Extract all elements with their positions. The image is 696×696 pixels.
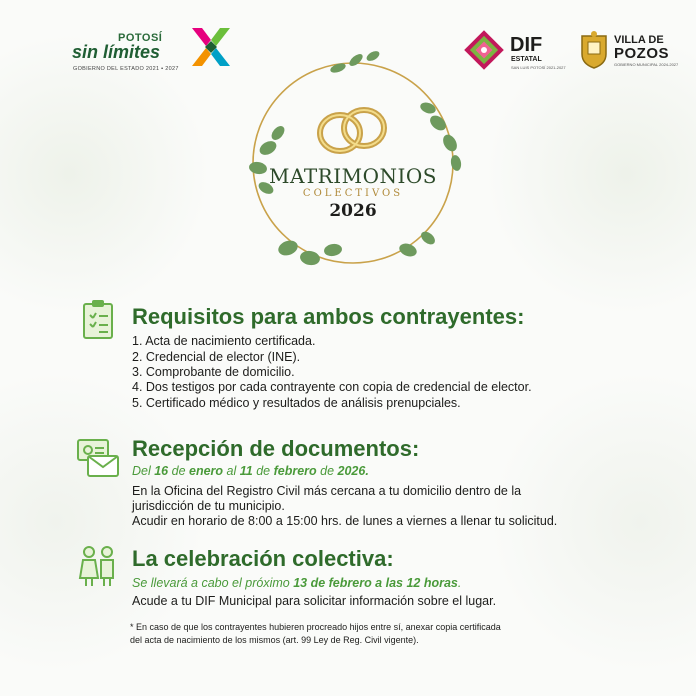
emblem-subtitle: COLECTIVOS <box>302 188 404 199</box>
checklist-icon <box>76 298 120 342</box>
recepcion-line: jurisdicción de tu municipio. <box>132 499 285 513</box>
villa-line-3: GOBIERNO MUNICIPAL 2024-2027 <box>614 62 679 67</box>
requisito-item: 1. Acta de nacimiento certificada. <box>132 334 316 348</box>
villa-de-pozos-logo <box>578 30 678 74</box>
envelope-documents-icon <box>76 434 120 478</box>
matrimonios-emblem <box>228 38 478 288</box>
villa-line-1: VILLA DE <box>614 34 664 46</box>
recepcion-line: Acudir en horario de 8:00 a 15:00 hrs. de lunes a viernes a llenar tu solicitud. <box>132 514 558 528</box>
dif-subtitle-2: SAN LUIS POTOSÍ 2021-2027 <box>511 65 566 70</box>
logo-sin-limites-text: sin límites <box>72 42 161 62</box>
emblem-title: MATRIMONIOS <box>269 164 437 188</box>
requisito-item: 4. Dos testigos por cada contrayente con copia de credencial de elector. <box>132 380 532 394</box>
celebracion-line: Acude a tu DIF Municipal para solicitar información sobre el lugar. <box>132 594 497 608</box>
recepcion-heading: Recepción de documentos: <box>132 436 420 461</box>
logo-gobierno-text: GOBIERNO DEL ESTADO 2021 ▪ 2027 <box>73 66 179 72</box>
footnote-line: * En caso de que los contrayentes hubieren procreado hijos entre sí, anexar copia certificada <box>130 622 501 632</box>
recepcion-dates: Del 16 de enero al 11 de febrero de 2026. <box>132 464 369 478</box>
footnote-line: del acta de nacimiento de los mismos (art. 99 Ley de Reg. Civil vigente). <box>130 635 419 645</box>
celebracion-section <box>76 544 656 614</box>
requisito-item: 5. Certificado médico y resultados de análisis prenupciales. <box>132 396 461 410</box>
couple-icon <box>76 544 120 588</box>
requisitos-heading: Requisitos para ambos contrayentes: <box>132 304 525 329</box>
emblem-year: 2026 <box>329 201 377 221</box>
requisito-item: 2. Credencial de elector (INE). <box>132 350 301 364</box>
celebracion-heading: La celebración colectiva: <box>132 546 394 571</box>
coat-of-arms-icon <box>578 30 610 70</box>
celebracion-date: Se llevará a cabo el próximo 13 de febrero a las 12 horas. <box>132 576 462 590</box>
logo-potosi-text: POTOSÍ <box>118 32 163 44</box>
wreath-icon <box>228 38 478 288</box>
requisito-item: 3. Comprobante de domicilio. <box>132 365 295 379</box>
villa-line-2: POZOS <box>614 45 670 62</box>
recepcion-line: En la Oficina del Registro Civil más cercana a tu domicilio dentro de la <box>132 484 522 498</box>
dif-title: DIF <box>510 34 543 56</box>
dif-subtitle: ESTATAL <box>511 56 542 63</box>
gobierno-potosi-logo <box>70 22 240 82</box>
recepcion-section <box>76 434 656 534</box>
requisitos-section <box>76 298 656 418</box>
